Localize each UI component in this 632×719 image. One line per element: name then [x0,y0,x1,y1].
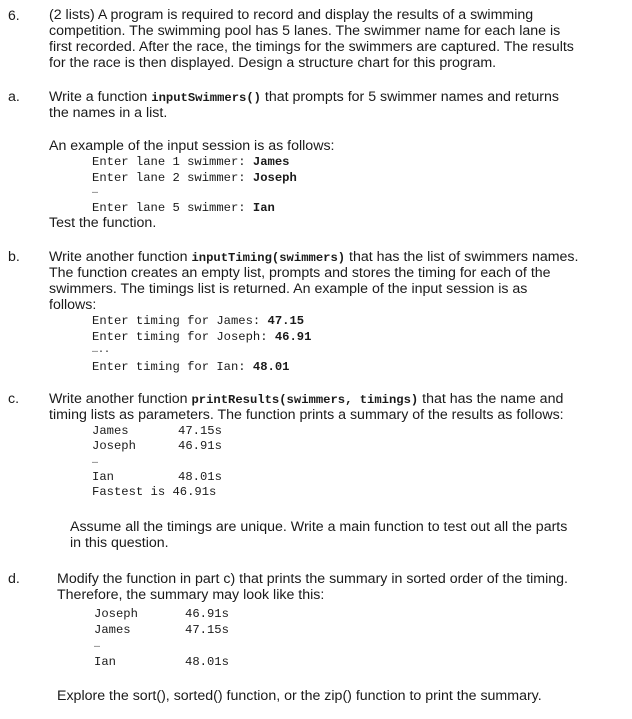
part-c-line: Write another function printResults(swimmers, timings) that has the name and [49,391,564,407]
part-a-example-intro: An example of the input session is as follows: [49,138,335,154]
result-name: James [94,623,131,637]
part-c-line: timing lists as parameters. The function prints a summary of the results as follows: [49,407,564,423]
part-a-label: a. [8,89,20,105]
session-line: Enter timing for Joseph: 46.91 [92,330,312,344]
session-line: Enter lane 5 swimmer: Ian [92,201,275,215]
part-a-test: Test the function. [49,215,157,231]
result-time: 48.01s [178,470,222,484]
part-d-line: Therefore, the summary may look like this: [57,587,325,603]
part-d-line: Modify the function in part c) that prints the summary in sorted order of the timing. [57,571,568,587]
ellipsis: ….. [92,345,111,356]
intro-line: first recorded. After the race, the timings for the swimmers are captured. The results [49,39,574,55]
session-line: Enter lane 1 swimmer: James [92,155,290,169]
result-time: 47.15s [185,623,229,637]
result-time: 46.91s [185,607,229,621]
session-line: Enter timing for James: 47.15 [92,314,305,328]
result-name: Ian [92,470,114,484]
result-time: 48.01s [185,655,229,669]
result-name: James [92,424,129,438]
question-number: 6. [8,7,20,23]
part-a-line: Write a function inputSwimmers() that prompts for 5 swimmer names and returns [49,89,560,105]
result-name: Joseph [94,607,138,621]
part-c-label: c. [8,391,20,407]
part-d-label: d. [8,571,20,587]
part-c-note: in this question. [70,535,169,551]
intro-line: for the race is then displayed. Design a structure chart for this program. [49,55,497,71]
ellipsis: … [92,186,99,197]
part-d-explore: Explore the sort(), sorted() function, or the zip() function to print the summary. [57,688,542,704]
result-time: 47.15s [178,424,222,438]
part-b-line: Write another function inputTiming(swimmers) that has the list of swimmers names. [49,249,579,265]
intro-line: competition. The swimming pool has 5 lanes. The swimmer name for each lane is [49,23,561,39]
part-a-line: the names in a list. [49,105,168,121]
session-line: Enter timing for Ian: 48.01 [92,360,290,374]
part-b-line: The function creates an empty list, prompts and stores the timing for each of the [49,265,551,281]
fastest-line: Fastest is 46.91s [92,485,217,499]
part-b-label: b. [8,249,20,265]
result-time: 46.91s [178,439,222,453]
inline-code: inputTiming(swimmers) [191,251,346,265]
session-line: Enter lane 2 swimmer: Joseph [92,171,297,185]
ellipsis: … [92,456,99,467]
part-c-note: Assume all the timings are unique. Write a main function to test out all the parts [70,519,568,535]
part-b-line: follows: [49,297,97,313]
inline-code: printResults(swimmers, timings) [191,393,419,407]
intro-line: (2 lists) A program is required to record and display the results of a swimming [49,7,534,23]
ellipsis: … [94,640,101,651]
inline-code: inputSwimmers() [151,91,261,105]
result-name: Joseph [92,439,136,453]
result-name: Ian [94,655,116,669]
part-b-line: swimmers. The timings list is returned. An example of the input session is as [49,281,528,297]
